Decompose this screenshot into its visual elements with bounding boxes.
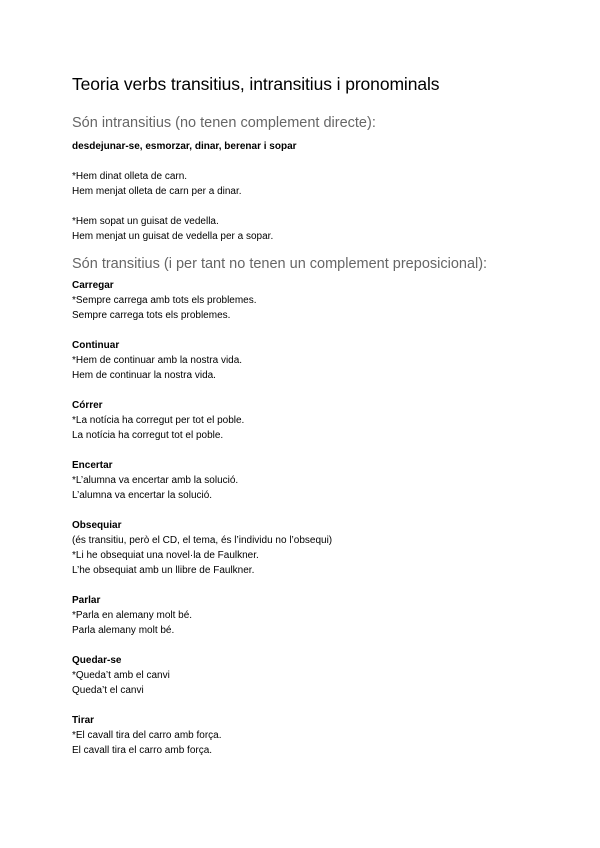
- verb-entry-carregar: [72, 278, 542, 323]
- incorrect-example: *Hem sopat un guisat de vedella.: [72, 216, 219, 227]
- verb-entry-encertar: [72, 458, 542, 503]
- verb-title: Córrer: [72, 400, 103, 411]
- example-group: [72, 214, 542, 244]
- correct-example: Queda’t el canvi: [72, 685, 144, 696]
- incorrect-example: *El cavall tira del carro amb força.: [72, 730, 222, 741]
- correct-example: La notícia ha corregut tot el poble.: [72, 430, 224, 441]
- intransitive-heading: Són intransitius (no tenen complement directe):: [72, 115, 376, 131]
- document-page: [72, 72, 542, 758]
- correct-example: Parla alemany molt bé.: [72, 625, 175, 636]
- verb-title: Carregar: [72, 280, 114, 291]
- incorrect-example: *Parla en alemany molt bé.: [72, 610, 193, 621]
- usage-note: (és transitiu, però el CD, el tema, és l’individu no l’obsequi): [72, 535, 333, 546]
- verb-title: Parlar: [72, 595, 101, 606]
- transitive-heading: Són transitius (i per tant no tenen un complement preposicional):: [72, 256, 488, 272]
- verb-title: Encertar: [72, 460, 113, 471]
- verb-entry-correr: [72, 398, 542, 443]
- incorrect-example: *Sempre carrega amb tots els problemes.: [72, 295, 257, 306]
- verb-entry-parlar: [72, 593, 542, 638]
- verb-title: Quedar-se: [72, 655, 122, 666]
- correct-example: Hem menjat olleta de carn per a dinar.: [72, 186, 242, 197]
- correct-example: Hem de continuar la nostra vida.: [72, 370, 216, 381]
- incorrect-example: *Hem dinat olleta de carn.: [72, 171, 188, 182]
- incorrect-example: *La notícia ha corregut per tot el poble.: [72, 415, 245, 426]
- correct-example: El cavall tira el carro amb força.: [72, 745, 213, 756]
- verb-entry-tirar: [72, 713, 542, 758]
- correct-example: Sempre carrega tots els problemes.: [72, 310, 231, 321]
- verb-title: Obsequiar: [72, 520, 122, 531]
- document-title: Teoria verbs transitius, intransitius i pronominals: [72, 74, 440, 94]
- incorrect-example: *L’alumna va encertar amb la solució.: [72, 475, 239, 486]
- transitive-entries: [72, 278, 542, 758]
- incorrect-example: *Queda’t amb el canvi: [72, 670, 170, 681]
- correct-example: L’he obsequiat amb un llibre de Faulkner.: [72, 565, 255, 576]
- incorrect-example: *Li he obsequiat una novel·la de Faulkner.: [72, 550, 259, 561]
- verb-title: Tirar: [72, 715, 95, 726]
- verb-title: Continuar: [72, 340, 120, 351]
- intransitive-verb-list: desdejunar-se, esmorzar, dinar, berenar i sopar: [72, 141, 297, 152]
- incorrect-example: *Hem de continuar amb la nostra vida.: [72, 355, 243, 366]
- correct-example: Hem menjat un guisat de vedella per a sopar.: [72, 231, 274, 242]
- correct-example: L’alumna va encertar la solució.: [72, 490, 213, 501]
- verb-entry-quedar-se: [72, 653, 542, 698]
- example-group: [72, 169, 542, 199]
- verb-entry-continuar: [72, 338, 542, 383]
- verb-entry-obsequiar: [72, 518, 542, 578]
